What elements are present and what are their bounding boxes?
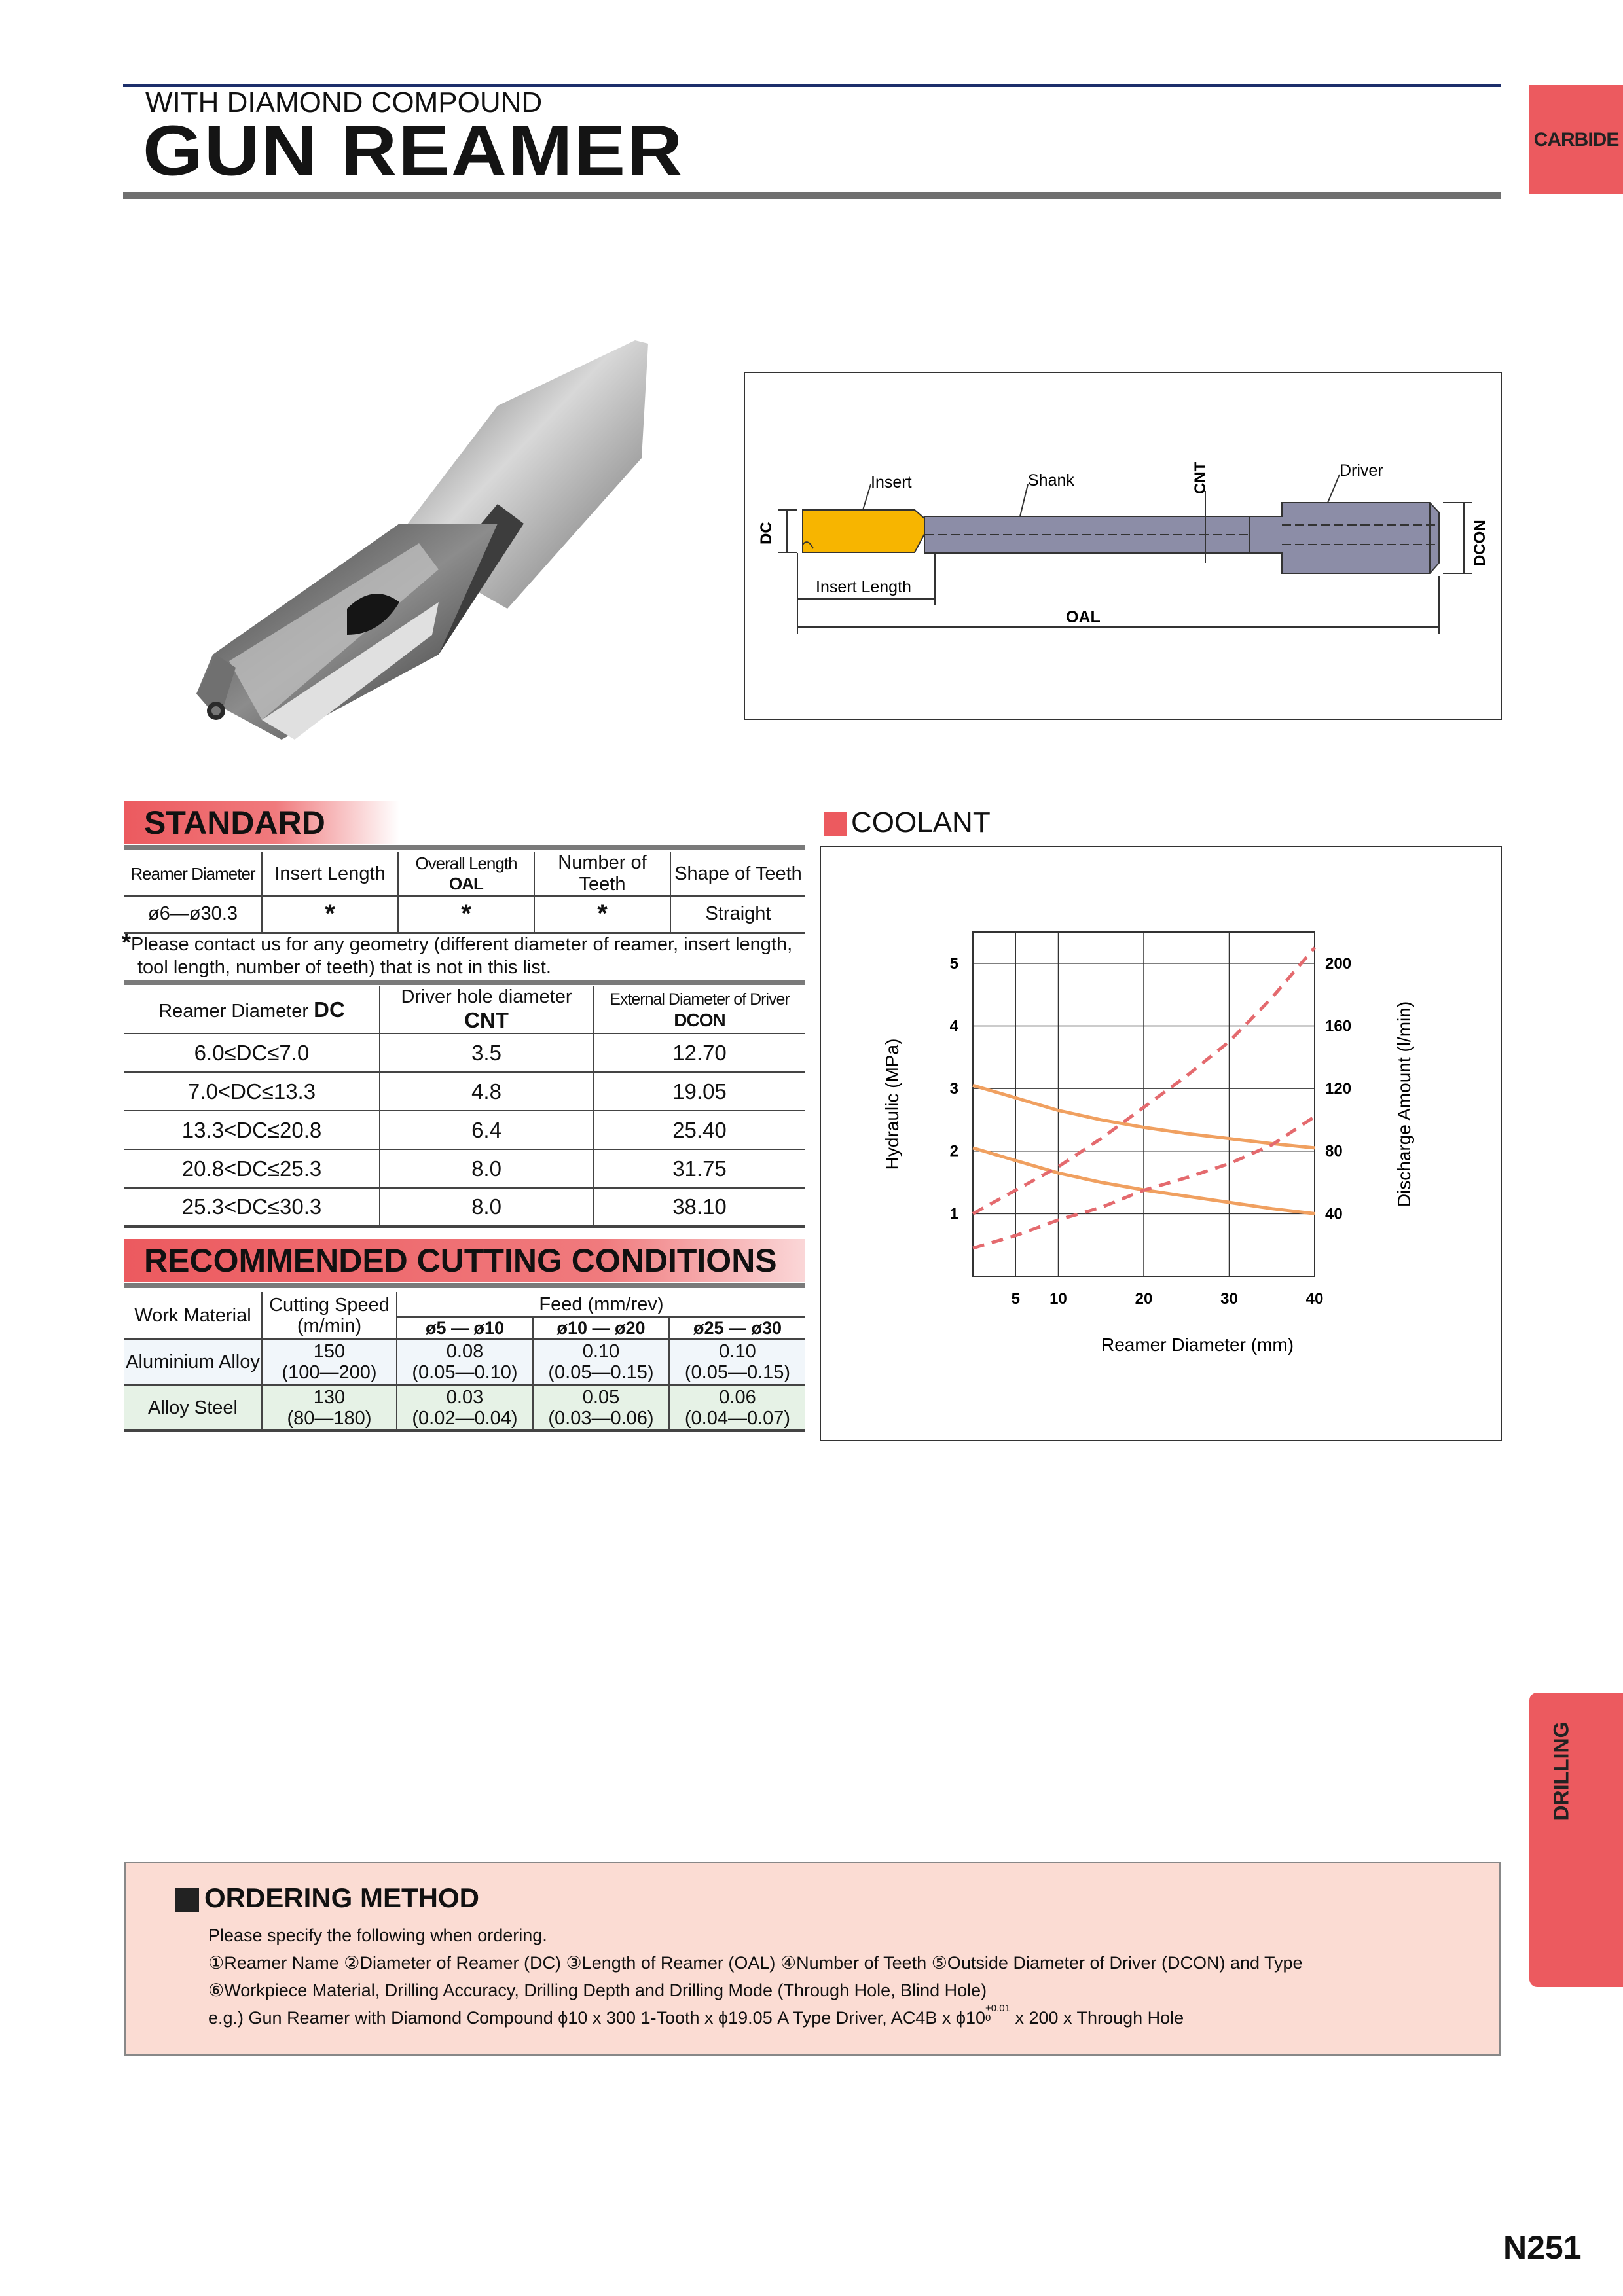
dimension-diagram-box [744,372,1502,720]
feed-cell [397,1339,533,1385]
feed-range: (0.04—0.07) [684,1407,791,1429]
driver-dcon: 38.10 [593,1188,805,1227]
cnt-label: CNT [1192,461,1209,494]
feed-header: Feed (mm/rev) [397,1292,805,1317]
dcon-symbol: DCON [674,1009,725,1030]
cutting-speed-range: (100—200) [282,1362,377,1383]
gun-reamer-photo [131,327,655,785]
ordering-square-icon [175,1888,199,1912]
driver-row [124,1072,805,1111]
driver-dc: 20.8<DC≤25.3 [124,1149,380,1188]
feed-range: (0.03—0.06) [548,1407,654,1429]
drilling-tab[interactable] [1529,1693,1594,1987]
feed-cell [397,1385,533,1431]
carbide-tab[interactable]: CARBIDE [1529,85,1623,194]
x-tick-label: 10 [1049,1290,1067,1308]
standard-table [124,852,805,934]
y-tick-label: 1 [949,1205,958,1223]
driver-cnt-text: Driver hole diameter [401,986,572,1007]
note-star: * [122,929,132,956]
tolerance-upper: +0.01 [985,2002,1010,2014]
tolerance [985,2003,1010,2023]
dc-symbol: DC [314,997,345,1022]
cutting-header-row-1 [124,1292,805,1317]
x-tick-label: 40 [1305,1290,1324,1308]
cutting-speed-header [262,1292,397,1339]
driver-cnt: 6.4 [380,1111,593,1149]
standard-header-row [124,852,805,896]
dc-label: DC [757,522,775,545]
feed-value: 0.08 [446,1341,484,1362]
header-subtitle: WITH DIAMOND COMPOUND [145,86,543,118]
aluminium-alloy-row [124,1339,805,1385]
feed-range: (0.05—0.15) [548,1362,654,1383]
coolant-chart [821,847,1501,1440]
coolant-chart-box [820,846,1502,1441]
work-material-header: Work Material [124,1292,262,1339]
driver-dc: 7.0<DC≤13.3 [124,1072,380,1111]
driver-cnt: 3.5 [380,1033,593,1072]
cutting-speed-unit: (m/min) [297,1315,362,1336]
oal-symbol: OAL [449,874,483,893]
feed-cell [533,1385,669,1431]
coolant-title: COOLANT [851,806,991,838]
x-tick-label: 20 [1135,1290,1153,1308]
cutting-speed-value: 150 [313,1341,346,1362]
shank-label: Shank [1028,471,1074,490]
alloy-steel-row [124,1385,805,1431]
dcon-label: DCON [1471,520,1489,566]
x-tick-label: 5 [1011,1290,1020,1308]
driver-dcon: 25.40 [593,1111,805,1149]
cutting-speed-cell [262,1385,397,1431]
ordering-line-2: ①Reamer Name ②Diameter of Reamer (DC) ③Length of Reamer (OAL) ④Number of Teeth ⑤Outside Diameter of Driver (DCON) and Type [208,1953,1303,1973]
y2-tick-label: 200 [1325,954,1352,973]
driver-cnt-header [380,986,593,1033]
shape-of-teeth-value: Straight [670,896,805,933]
feed-value: 0.10 [719,1341,756,1362]
insert-length-label: Insert Length [816,578,911,596]
number-of-teeth-header: Number of Teeth [534,852,670,896]
y2-tick-label: 120 [1325,1080,1352,1098]
tolerance-lower: 0 [985,2012,991,2024]
x-tick-label: 30 [1220,1290,1238,1308]
recommended-rule [124,1283,805,1288]
driver-table-rule [124,980,805,985]
cutting-speed-value: 130 [313,1386,346,1408]
driver-cnt: 8.0 [380,1149,593,1188]
y2-tick-label: 160 [1325,1017,1352,1035]
y2-tick-label: 80 [1325,1142,1343,1160]
driver-header-row [124,986,805,1033]
x-axis-label: Reamer Diameter (mm) [1101,1335,1294,1355]
cnt-symbol: CNT [464,1008,509,1032]
overall-length-text: Overall Length [415,853,517,873]
shape-of-teeth-header: Shape of Teeth [670,852,805,896]
driver-dcon: 31.75 [593,1149,805,1188]
page-title: GUN REAMER [143,111,684,191]
feed-range: (0.05—0.10) [412,1362,518,1383]
ordering-line-3: ⑥Workpiece Material, Drilling Accuracy, Drilling Depth and Drilling Mode (Through Hole, Blind Hole) [208,1981,987,2000]
page-number: N251 [1503,2229,1582,2266]
driver-row [124,1188,805,1227]
driver-dcon: 19.05 [593,1072,805,1111]
feed-value: 0.05 [582,1386,620,1408]
y-tick-label: 4 [949,1017,958,1035]
standard-section-title: STANDARD [124,801,399,844]
insert-length-header: Insert Length [262,852,398,896]
header-bottom-rule [123,192,1501,199]
cutting-speed-text: Cutting Speed [269,1294,390,1316]
recommended-section-title: RECOMMENDED CUTTING CONDITIONS [124,1239,805,1282]
feed-range: (0.05—0.15) [684,1362,791,1383]
y-axis-label: Hydraulic (MPa) [882,1038,902,1170]
feed-range: (0.02—0.04) [412,1407,518,1429]
cutting-conditions-table [124,1292,805,1432]
standard-rule [124,845,805,850]
feed-range-header: ø5 — ø10 [397,1317,533,1339]
number-of-teeth-value: * [534,896,670,933]
ordering-example [208,2002,1184,2028]
feed-cell [669,1339,805,1385]
coolant-square-icon [824,812,847,836]
standard-row [124,896,805,933]
y-tick-label: 2 [949,1142,958,1160]
driver-dc: 25.3<DC≤30.3 [124,1188,380,1227]
driver-dcon-header [593,986,805,1033]
driver-label: Driver [1340,461,1383,480]
ordering-example-text: e.g.) Gun Reamer with Diamond Compound ϕ10 x 300 1-Tooth x ϕ19.05 A Type Driver, AC4B x ϕ10 [208,2008,985,2028]
driver-dc: 6.0≤DC≤7.0 [124,1033,380,1072]
dimension-diagram [745,373,1501,719]
driver-cnt: 4.8 [380,1072,593,1111]
insert-length-value: * [262,896,398,933]
work-material: Alloy Steel [124,1385,262,1431]
y-tick-label: 3 [949,1080,958,1098]
driver-dc-text: Reamer Diameter [158,1000,309,1022]
overall-length-value: * [398,896,534,933]
feed-value: 0.06 [719,1386,756,1408]
driver-cnt: 8.0 [380,1188,593,1227]
y2-tick-label: 40 [1325,1205,1343,1223]
ordering-line-1: Please specify the following when ordering. [208,1926,547,1945]
driver-dcon-text: External Diameter of Driver [610,990,790,1009]
oal-label: OAL [1066,608,1101,626]
feed-cell [533,1339,669,1385]
cutting-speed-range: (80—180) [287,1407,372,1429]
feed-range-header: ø10 — ø20 [533,1317,669,1339]
note-line-1: Please contact us for any geometry (different diameter of reamer, insert length, [131,934,793,955]
driver-row [124,1033,805,1072]
note-line-2: tool length, number of teeth) that is not in this list. [137,957,551,978]
work-material: Aluminium Alloy [124,1339,262,1385]
overall-length-header [398,852,534,896]
driver-row [124,1111,805,1149]
ordering-title: ORDERING METHOD [204,1882,479,1913]
driver-dcon: 12.70 [593,1033,805,1072]
feed-range-header: ø25 — ø30 [669,1317,805,1339]
insert-label: Insert [871,473,912,492]
driver-dc-header [124,986,380,1033]
driver-dc: 13.3<DC≤20.8 [124,1111,380,1149]
ordering-example-tail: x 200 x Through Hole [1010,2008,1184,2028]
standard-note [122,931,816,979]
driver-table [124,986,805,1228]
feed-value: 0.10 [582,1341,620,1362]
feed-cell [669,1385,805,1431]
feed-value: 0.03 [446,1386,484,1408]
y-tick-label: 5 [949,954,958,973]
reamer-diameter-header: Reamer Diameter [124,852,262,896]
cutting-speed-cell [262,1339,397,1385]
y2-axis-label: Discharge Amount (l/min) [1394,1001,1414,1208]
driver-row [124,1149,805,1188]
reamer-diameter-value: ø6—ø30.3 [124,896,262,933]
drilling-tab-label: DRILLING [1549,1721,1573,1821]
